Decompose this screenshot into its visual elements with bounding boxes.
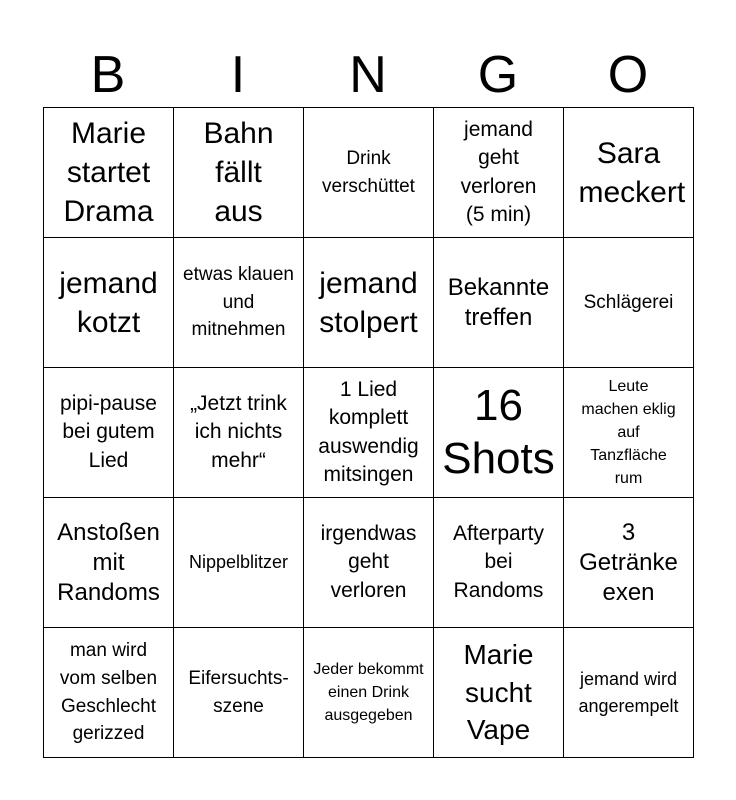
cell-text: Drink verschüttet <box>322 147 415 197</box>
bingo-cell[interactable] <box>564 238 694 368</box>
bingo-cell[interactable] <box>304 368 434 498</box>
cell-text: „Jetzt trink ich nichts mehr“ <box>190 391 287 472</box>
bingo-cell[interactable] <box>564 108 694 238</box>
cell-text: etwas klauen und mitnehmen <box>183 264 294 341</box>
bingo-cell[interactable] <box>434 628 564 758</box>
cell-text: man wird vom selben Geschlecht gerizzed <box>59 640 158 745</box>
bingo-cell[interactable] <box>434 238 564 368</box>
bingo-cell[interactable] <box>434 108 564 238</box>
cell-text: 3 Getränke exen <box>579 518 678 606</box>
bingo-cell[interactable] <box>304 238 434 368</box>
bingo-cell[interactable] <box>174 108 304 238</box>
bingo-cell[interactable] <box>564 368 694 498</box>
bingo-cell[interactable] <box>44 368 174 498</box>
cell-text: Afterparty bei Randoms <box>452 521 545 602</box>
bingo-cell[interactable] <box>304 498 434 628</box>
bingo-cell[interactable] <box>44 238 174 368</box>
cell-text: jemand wird angerempelt <box>578 669 679 716</box>
cell-text: Schlägerei <box>583 291 674 313</box>
bingo-cell[interactable] <box>304 628 434 758</box>
cell-text: Nippelblitzer <box>188 552 289 573</box>
cell-text: Jeder bekommt einen Drink ausgegeben <box>313 660 424 725</box>
cell-text: Anstoßen mit Randoms <box>57 518 160 606</box>
header-letter-o: O <box>607 46 649 104</box>
bingo-cell[interactable] <box>174 628 304 758</box>
bingo-board <box>43 107 694 758</box>
header-letter-b: B <box>90 46 126 104</box>
cell-text: Bahn fällt aus <box>203 117 274 228</box>
cell-text: Leute machen eklig auf Tanzfläche rum <box>581 377 676 488</box>
bingo-cell[interactable] <box>564 498 694 628</box>
bingo-header <box>43 44 693 106</box>
cell-text: pipi-pause bei gutem Lied <box>60 391 157 472</box>
cell-text: irgendwas geht verloren <box>320 521 417 602</box>
cell-text: 1 Lied komplett auswendig mitsingen <box>318 377 419 486</box>
cell-text: jemand geht verloren (5 min) <box>460 117 537 226</box>
bingo-cell[interactable] <box>434 368 564 498</box>
cell-text: 16 Shots <box>442 380 555 483</box>
bingo-cell[interactable] <box>174 498 304 628</box>
header-letter-n: N <box>349 46 387 104</box>
cell-text: jemand stolpert <box>319 266 418 339</box>
header-letter-i: I <box>230 46 246 104</box>
cell-text: Eifersuchts-szene <box>188 667 289 717</box>
header-letter-g: G <box>477 46 519 104</box>
cell-text: Marie sucht Vape <box>463 638 534 746</box>
bingo-cell[interactable] <box>304 108 434 238</box>
bingo-cell[interactable] <box>174 368 304 498</box>
bingo-cell[interactable] <box>434 498 564 628</box>
bingo-cell[interactable] <box>44 108 174 238</box>
cell-text: jemand kotzt <box>59 266 158 339</box>
cell-text: Marie startet Drama <box>63 117 154 228</box>
bingo-cell[interactable] <box>564 628 694 758</box>
cell-text: Sara meckert <box>578 136 686 209</box>
bingo-cell[interactable] <box>174 238 304 368</box>
bingo-cell[interactable] <box>44 498 174 628</box>
bingo-cell[interactable] <box>44 628 174 758</box>
cell-text: Bekannte treffen <box>447 273 550 331</box>
